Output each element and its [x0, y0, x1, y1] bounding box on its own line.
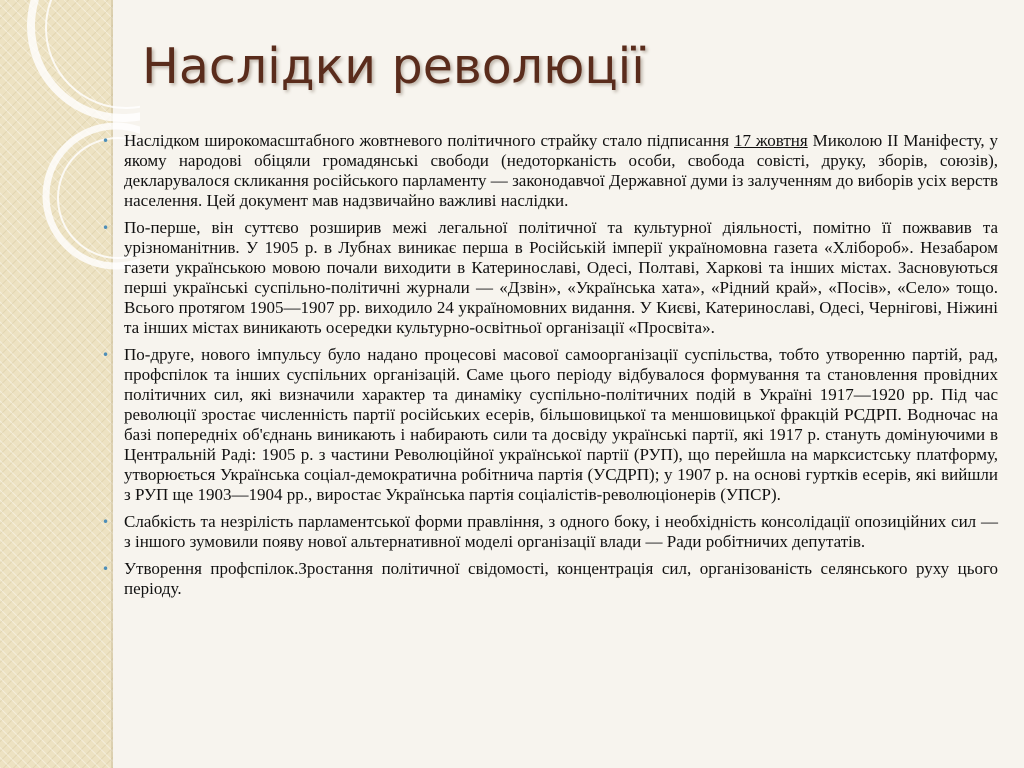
date-link[interactable]: 17 жовтня — [733, 131, 808, 150]
bullet-icon: • — [102, 348, 110, 362]
list-item-text: Миколою ІІ Маніфесту, у якому народові обіцяли громадянські свободи (недоторканість особи, свобода совісті, друку, зборів, союзів), декларувалося скликання російського парламенту — законодавчої Державної думи із залученням до виборів усіх верств населення. Цей документ мав надзвичайно важливі наслідки. — [124, 131, 999, 210]
list-item — [100, 131, 998, 211]
bullet-list — [100, 131, 998, 606]
list-item — [100, 345, 998, 505]
bullet-icon: • — [102, 562, 110, 576]
bullet-icon: • — [102, 134, 110, 148]
list-item-text: Наслідком широкомасштабного жовтневого політичного страйку стало підписання — [124, 131, 734, 150]
list-item-text: Утворення профспілок.Зростання політичної свідомості, концентрація сил, організованість селянського руху цього періоду. — [124, 559, 998, 598]
list-item — [100, 559, 998, 599]
bullet-icon: • — [102, 515, 110, 529]
list-item-text: По-перше, він суттєво розширив межі легальної політичної та культурної діяльності, помітно її пожвавив та урізноманітнив. У 1905 р. в Лубнах виникає перша в Російській імперії україномовна газета «Хлібороб». Незабаром газети українською мовою почали виходити в Катеринославі, Одесі, Полтаві, Харкові та інших містах. Засновуються перші українські суспільно-політичні журнали — «Дзвін», «Українська хата», «Рідний край», «Посів», «Село» тощо. Всього протягом 1905—1907 рр. виходило 24 україномовних видання. У Києві, Катеринославі, Одесі, Чернігові, Ніжині та інших містах виникають осередки культурно-освітньої організації «Просвіта». — [124, 218, 998, 337]
list-item — [100, 512, 998, 552]
list-item-text: Слабкість та незрілість парламентської форми правління, з одного боку, і необхідність консолідації опозиційних сил — з іншого зумовили появу нової альтернативної моделі організації влади — Ради робітничих депутатів. — [124, 512, 998, 551]
list-item-text: По-друге, нового імпульсу було надано процесові масової самоорганізації суспільства, тобто утворенню партій, рад, профспілок та інших суспільних організацій. Саме цього періоду відбувалося формування та становлення провідних політичних сил, які визначили характер та динаміку суспільно-політичних подій в Україні 1917—1920 рр. Під час революції зростає численність партії російських есерів, більшовицької та меншовицької фракцій РСДРП. Водночас на базі попередніх об'єднань виникають і набирають сили та досвіду українські партії, які 1917 р. стануть домінуючими в Центральній Раді: 1905 р. з частини Революційної української партії (РУП), що перейшла на марксистську платформу, утворюється Українська соціал-демократична робітнича партія (УСДРП); у 1907 р. на основі гуртків есерів, які вийшли з РУП ще 1903—1904 рр., виростає Українська партія соціалістів-революціонерів (УПСР). — [124, 345, 998, 504]
list-item — [100, 218, 998, 338]
bullet-icon: • — [102, 221, 110, 235]
slide-title: Наслідки революції — [142, 38, 645, 95]
